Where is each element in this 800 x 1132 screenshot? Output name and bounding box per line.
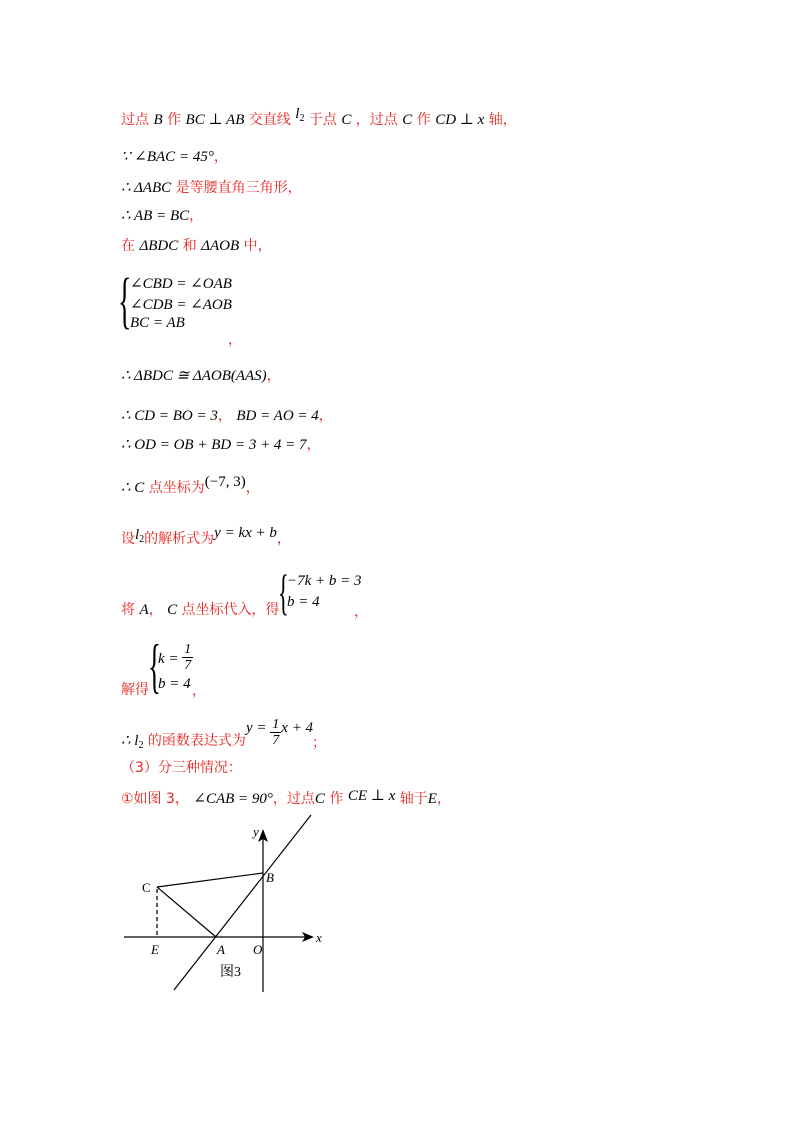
equation-row: ∠CBD = ∠OAB <box>130 276 232 292</box>
text: 作 <box>329 791 344 807</box>
label-e: E <box>151 942 159 957</box>
text: ①如图 3， <box>121 791 189 807</box>
math-var: C <box>341 112 352 128</box>
math-var-l: l <box>135 527 140 543</box>
text-line-4 <box>121 206 203 226</box>
math-symbol: ∴ <box>121 733 135 749</box>
equation-row <box>158 644 193 675</box>
equation-row: ∠CDB = ∠AOB <box>130 297 232 313</box>
math-expression: ∠CAB = 90° <box>193 791 273 807</box>
text-line-3 <box>121 178 302 198</box>
text: 点坐标代入，得 <box>181 602 280 618</box>
math-expression: ∴ OD = OB + BD = 3 + 4 = 7 <box>121 437 307 453</box>
math-var: C <box>314 791 325 807</box>
equation-row: BC = AB <box>130 315 185 331</box>
math-expression: k = <box>158 650 183 667</box>
label-o: O <box>253 942 263 957</box>
punctuation: ， <box>228 332 242 348</box>
text-line-6 <box>121 366 281 386</box>
text: 交直线 <box>248 112 291 128</box>
text: ，过点 <box>355 112 398 128</box>
punctuation: ， <box>213 149 228 165</box>
text: ，过点 <box>272 791 315 807</box>
text: 解得 <box>121 682 149 698</box>
subscript: 2 <box>299 113 305 124</box>
equation-row: −7k + b = 3 <box>287 573 362 589</box>
math-expression: ∵ ∠BAC = 45° <box>121 149 214 165</box>
punctuation: ， <box>245 480 260 496</box>
text: 过点 <box>121 112 149 128</box>
math-var-l: l <box>295 106 300 122</box>
text: 将 <box>121 602 135 618</box>
text-line-12 <box>121 680 149 700</box>
punctuation: ， <box>148 602 163 618</box>
text-line-8 <box>121 435 321 455</box>
text: 作 <box>167 112 182 128</box>
text-line-11 <box>121 600 280 620</box>
math-expression: CE ⊥ x <box>347 788 396 804</box>
punctuation: ； <box>312 735 326 751</box>
equation-row: b = 4 <box>287 594 320 610</box>
text: 点坐标为 <box>148 480 205 496</box>
left-brace: { <box>278 564 289 620</box>
text: 的函数表达式为 <box>147 733 246 749</box>
label-c: C <box>142 880 151 895</box>
punctuation: ， <box>354 604 368 620</box>
punctuation: ， <box>276 531 291 547</box>
math-expression: CD ⊥ x <box>435 112 485 128</box>
math-var: B <box>153 112 163 128</box>
text: 中， <box>243 238 272 254</box>
math-expression: ∴ ΔBDC ≅ ΔAOB(AAS) <box>121 368 267 384</box>
text-line-14 <box>121 758 242 778</box>
denominator: 7 <box>184 658 192 673</box>
math-expression: ∴ CD = BO = 3 <box>121 408 218 424</box>
figure-3-diagram <box>110 812 350 1002</box>
math-var: A <box>139 602 149 618</box>
math-expression: ∴ ΔABC <box>121 180 172 196</box>
numerator: 1 <box>272 717 280 732</box>
figure-caption: 图3 <box>220 965 241 980</box>
punctuation: ， <box>306 437 321 453</box>
text: （3）分三种情况： <box>121 760 242 776</box>
text: 的解析式为 <box>144 531 215 547</box>
left-brace: { <box>118 267 132 335</box>
text-line-9 <box>121 474 260 498</box>
line-l2 <box>174 815 311 990</box>
text-line-5 <box>121 236 272 256</box>
math-expression: ΔAOB <box>201 238 240 254</box>
text: 于点 <box>308 112 337 128</box>
punctuation: ， <box>318 408 333 424</box>
punctuation: ， <box>192 683 206 699</box>
text: 轴于 <box>399 791 428 807</box>
subscript: 2 <box>139 534 145 545</box>
math-expression: (−7, 3) <box>204 474 246 490</box>
left-brace: { <box>148 633 161 699</box>
text: ， <box>436 791 451 807</box>
math-var <box>134 733 143 749</box>
math-expression: ∴ C <box>121 480 145 496</box>
punctuation: ， <box>266 368 281 384</box>
text: 和 <box>182 238 197 254</box>
fraction <box>182 642 193 673</box>
text-line-2 <box>121 147 228 167</box>
math-expression: ΔBDC <box>139 238 179 254</box>
math-var-l: l <box>134 733 139 749</box>
math-var <box>295 106 304 122</box>
text: 设 <box>121 531 135 547</box>
punctuation: ， <box>217 408 232 424</box>
math-expression: BD = AO = 4 <box>236 408 319 424</box>
math-expression: y = kx + b <box>214 525 277 541</box>
denominator: 7 <box>272 733 280 748</box>
math-var: C <box>167 602 178 618</box>
math-expression: ∴ AB = BC <box>121 208 190 224</box>
math-var: C <box>402 112 413 128</box>
math-expression: x + 4 <box>281 719 314 736</box>
numerator: 1 <box>184 642 192 657</box>
text: 轴， <box>488 112 517 128</box>
text-line-1 <box>121 106 517 135</box>
label-y: y <box>253 824 259 839</box>
label-b: B <box>266 870 274 885</box>
text-line-10 <box>121 525 291 554</box>
text-line-13 <box>121 731 246 756</box>
math-var <box>135 527 144 543</box>
math-var: E <box>427 791 437 807</box>
subscript: 2 <box>138 740 144 751</box>
text: 是等腰直角三角形， <box>175 180 302 196</box>
punctuation: ， <box>189 208 204 224</box>
text: 作 <box>416 112 431 128</box>
equation-row: b = 4 <box>158 676 191 692</box>
segment-ca <box>157 887 216 937</box>
label-a: A <box>217 942 225 957</box>
text: 在 <box>121 238 135 254</box>
text-line-15 <box>121 789 451 809</box>
equation-row <box>246 713 314 748</box>
fraction <box>270 717 281 748</box>
math-expression: BC ⊥ AB <box>185 112 245 128</box>
segment-cb <box>157 873 263 887</box>
text-line-7 <box>121 406 333 426</box>
math-expression: y = <box>246 719 271 736</box>
label-x: x <box>316 930 322 945</box>
